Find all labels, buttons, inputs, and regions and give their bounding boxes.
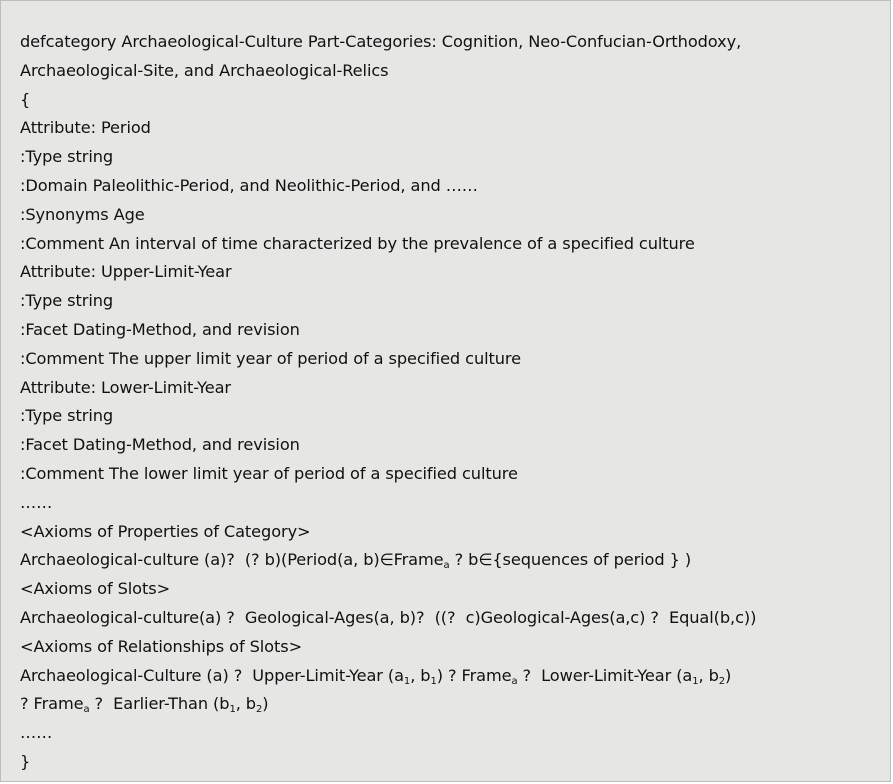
text-line bbox=[20, 86, 756, 115]
text-line bbox=[20, 172, 756, 201]
text-run: Archaeological-culture(a) ? Geological-Ages(a, b)? ((? c)Geological-Ages(a,c) ? Equal(b,c)) bbox=[20, 607, 757, 627]
text-line bbox=[20, 489, 756, 518]
text-line bbox=[20, 374, 756, 403]
subscript-run: a bbox=[83, 704, 90, 716]
text-line bbox=[20, 230, 756, 259]
text-line bbox=[20, 287, 756, 316]
text-line bbox=[20, 460, 756, 489]
text-run: Attribute: Period bbox=[20, 118, 151, 138]
text-run: :Type string bbox=[20, 147, 114, 167]
text-run: ? Lower-Limit-Year (a bbox=[517, 665, 693, 685]
text-run: ? b∈{sequences of period } ) bbox=[449, 550, 692, 570]
text-run: Attribute: Upper-Limit-Year bbox=[20, 262, 232, 282]
subscript-run: a bbox=[443, 560, 450, 572]
text-run: ? Earlier-Than (b bbox=[89, 694, 230, 714]
text-run: <Axioms of Properties of Category> bbox=[20, 521, 311, 541]
subscript-run: 1 bbox=[403, 675, 411, 687]
text-line bbox=[20, 690, 756, 719]
text-line bbox=[20, 114, 756, 143]
text-run: :Type string bbox=[20, 291, 114, 311]
subscript-run: 2 bbox=[255, 704, 263, 716]
text-run: :Comment The lower limit year of period of a specified culture bbox=[20, 463, 518, 483]
text-run: ) ? Frame bbox=[436, 665, 512, 685]
subscript-run: 1 bbox=[229, 704, 236, 716]
text-run: …… bbox=[20, 492, 53, 512]
text-line bbox=[20, 28, 756, 57]
text-run: , b bbox=[235, 694, 256, 714]
text-run: <Axioms of Slots> bbox=[20, 579, 171, 599]
text-run: ) bbox=[725, 665, 732, 685]
text-run: :Facet Dating-Method, and revision bbox=[20, 435, 300, 455]
text-line bbox=[20, 57, 756, 86]
text-run: :Type string bbox=[20, 406, 114, 426]
text-line bbox=[20, 258, 756, 287]
text-run: , b bbox=[698, 665, 719, 685]
text-line bbox=[20, 518, 756, 547]
text-line bbox=[20, 633, 756, 662]
text-run: Attribute: Lower-Limit-Year bbox=[20, 377, 231, 397]
subscript-run: 1 bbox=[692, 675, 699, 687]
text-line bbox=[20, 431, 756, 460]
text-run: <Axioms of Relationships of Slots> bbox=[20, 636, 303, 656]
text-line bbox=[20, 402, 756, 431]
subscript-run: 1 bbox=[430, 675, 437, 687]
text-line bbox=[20, 201, 756, 230]
text-run: ) bbox=[262, 694, 269, 714]
text-line bbox=[20, 143, 756, 172]
text-run: Archaeological-culture (a)? (? b)(Period(a, b)∈Frame bbox=[20, 550, 444, 570]
text-line bbox=[20, 546, 756, 575]
text-run: :Domain Paleolithic-Period, and Neolithic-Period, and …… bbox=[20, 175, 478, 195]
text-line bbox=[20, 719, 756, 748]
definition-lines bbox=[20, 28, 756, 777]
text-line bbox=[20, 748, 756, 777]
text-run: :Comment An interval of time characterized by the prevalence of a specified culture bbox=[20, 233, 695, 253]
text-run: :Comment The upper limit year of period of a specified culture bbox=[20, 348, 521, 368]
text-line bbox=[20, 316, 756, 345]
text-run: , b bbox=[410, 665, 431, 685]
text-run: Archaeological-Culture (a) ? Upper-Limit-Year (a bbox=[20, 665, 404, 685]
text-run: :Facet Dating-Method, and revision bbox=[20, 319, 300, 339]
text-run: :Synonyms Age bbox=[20, 204, 145, 224]
text-line bbox=[20, 345, 756, 374]
text-run: defcategory Archaeological-Culture Part-Categories: Cognition, Neo-Confucian-Orthodoxy, bbox=[20, 32, 742, 51]
subscript-run: 2 bbox=[718, 675, 726, 687]
text-line bbox=[20, 575, 756, 604]
subscript-run: a bbox=[511, 675, 518, 687]
text-line bbox=[20, 662, 756, 691]
text-run: …… bbox=[20, 723, 53, 743]
text-run: { bbox=[20, 89, 31, 109]
text-line bbox=[20, 604, 756, 633]
text-run: Archaeological-Site, and Archaeological-Relics bbox=[20, 60, 389, 80]
text-run: ? Frame bbox=[20, 694, 84, 714]
text-run: } bbox=[20, 751, 31, 771]
